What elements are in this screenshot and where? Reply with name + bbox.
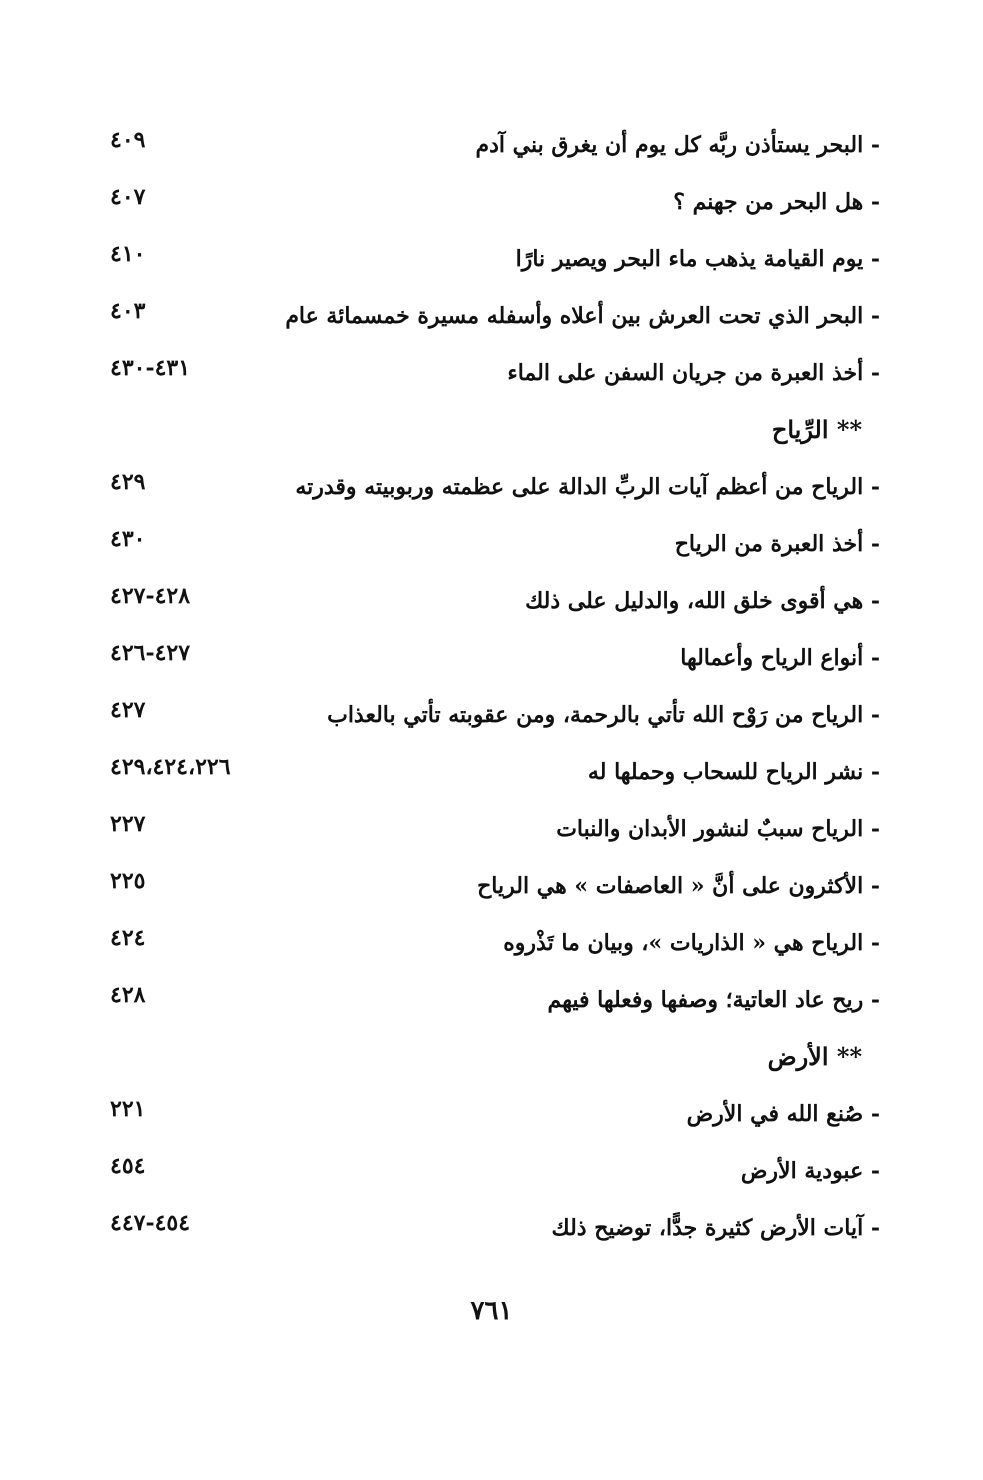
entry-topic: - الرياح من رَوْح الله تأتي بالرحمة، ومن عقوبته تأتي بالعذاب: [327, 702, 880, 728]
entry-pages: ٤٠٧: [110, 184, 146, 210]
index-entry: [100, 234, 880, 284]
entry-topic: - هي أقوى خلق الله، والدليل على ذلك: [525, 588, 880, 614]
index-entry: [100, 861, 880, 911]
index-entry: [100, 1146, 880, 1196]
entry-pages: ٤٢٧-٤٢٦: [110, 640, 191, 666]
entry-pages: ٢٢١: [110, 1096, 146, 1122]
entry-pages: ٤٢٨: [110, 982, 146, 1008]
page-number: ٧٦١: [470, 1296, 513, 1326]
entry-pages: ٤٣١-٤٣٠: [110, 355, 191, 381]
entry-topic: - أخذ العبرة من جريان السفن على الماء: [507, 360, 880, 386]
entry-topic: - آيات الأرض كثيرة جدًّا، توضيح ذلك: [551, 1215, 880, 1241]
entry-topic: - هل البحر من جهنم ؟: [673, 189, 880, 215]
index-entry: [100, 804, 880, 854]
entry-pages: ٤٢٩: [110, 469, 146, 495]
section-heading: [100, 405, 880, 455]
entry-topic: - الأكثرون على أنَّ « العاصفات » هي الرياح: [477, 873, 880, 899]
section-heading-text: ** الأرض: [767, 1042, 862, 1071]
entry-pages: ٢٢٥: [110, 868, 146, 894]
entry-topic: - البحر يستأذن ربَّه كل يوم أن يغرق بني آدم: [475, 132, 880, 158]
entry-topic: - أنواع الرياح وأعمالها: [680, 645, 880, 671]
index-entry: [100, 177, 880, 227]
entry-pages: ٤١٠: [110, 241, 146, 267]
index-entry: [100, 918, 880, 968]
entry-topic: - ريح عاد العاتية؛ وصفها وفعلها فيهم: [547, 987, 880, 1013]
entry-pages: ٤٠٩: [110, 127, 146, 153]
index-entry: [100, 348, 880, 398]
entry-pages: ٤٢٧: [110, 697, 146, 723]
entry-topic: - عبودية الأرض: [740, 1158, 880, 1184]
index-entry: [100, 975, 880, 1025]
entry-topic: - الرياح من أعظم آيات الربِّ الدالة على عظمته وربوبيته وقدرته: [295, 474, 880, 500]
entry-topic: - البحر الذي تحت العرش بين أعلاه وأسفله مسيرة خمسمائة عام: [285, 303, 880, 329]
entry-topic: - الرياح هي « الذاريات »، وبيان ما تَذْروه: [503, 930, 880, 956]
entry-pages: ٤٣٠: [110, 526, 146, 552]
entry-topic: - يوم القيامة يذهب ماء البحر ويصير نارًا: [515, 246, 880, 272]
index-entry: [100, 519, 880, 569]
index-entry: [100, 690, 880, 740]
index-entry: [100, 633, 880, 683]
index-entry: [100, 291, 880, 341]
entry-pages: ٤٢٩،٤٢٤،٢٢٦: [110, 754, 231, 780]
entry-topic: - نشر الرياح للسحاب وحملها له: [587, 759, 880, 785]
entry-pages: ٤٢٨-٤٢٧: [110, 583, 191, 609]
entry-topic: - صُنع الله في الأرض: [686, 1101, 880, 1127]
index-entry: [100, 1203, 880, 1253]
entry-pages: ٢٢٧: [110, 811, 146, 837]
entry-pages: ٤٢٤: [110, 925, 146, 951]
entry-pages: ٤٠٣: [110, 298, 146, 324]
entry-pages: ٤٥٤: [110, 1153, 146, 1179]
index-entry: [100, 576, 880, 626]
entry-pages: ٤٥٤-٤٤٧: [110, 1210, 191, 1236]
entry-topic: - أخذ العبرة من الرياح: [674, 531, 880, 557]
entry-topic: - الرياح سببٌ لنشور الأبدان والنبات: [556, 816, 880, 842]
index-entry: [100, 747, 880, 797]
index-entry: [100, 1089, 880, 1139]
section-heading: [100, 1032, 880, 1082]
section-heading-text: ** الرِّياح: [771, 415, 862, 444]
index-entry: [100, 120, 880, 170]
index-entry: [100, 462, 880, 512]
